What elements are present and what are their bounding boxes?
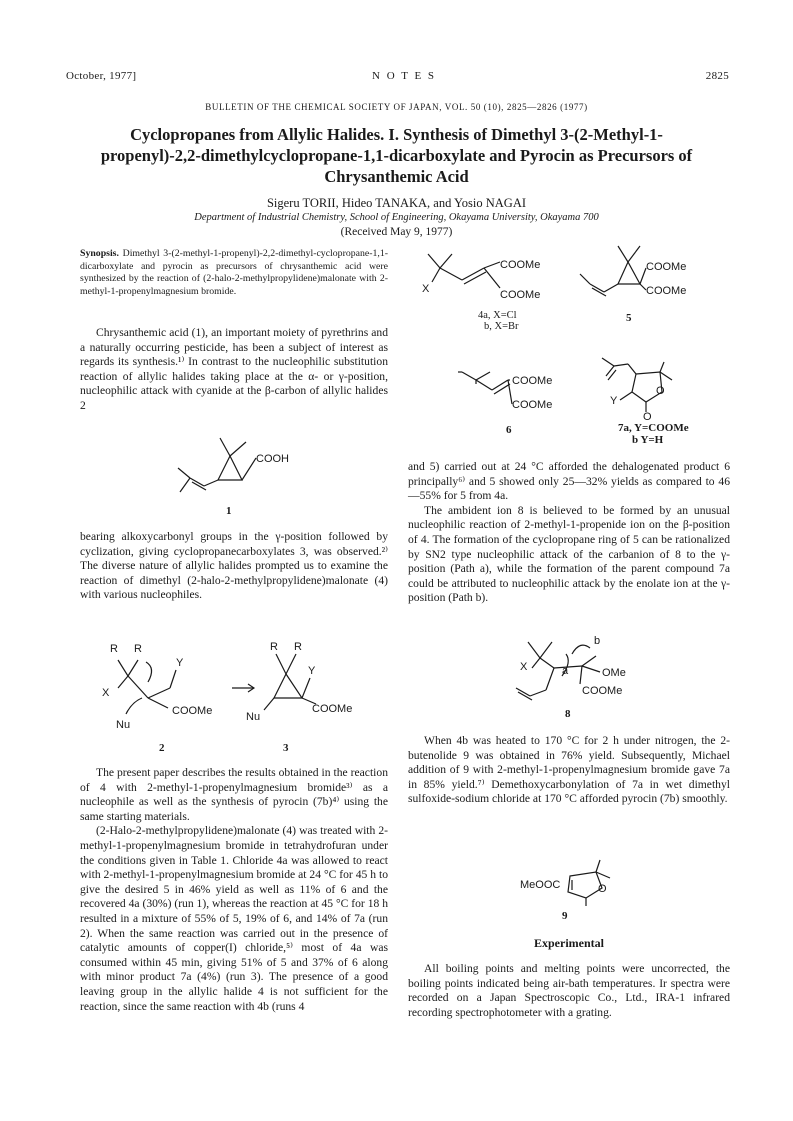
svg-text:R: R	[134, 643, 142, 655]
svg-text:O: O	[598, 883, 607, 895]
structure-4	[418, 246, 558, 306]
svg-text:COOMe: COOMe	[172, 705, 213, 717]
svg-text:X: X	[422, 283, 430, 295]
left-paragraph-1: Chrysanthemic acid (1), an important moiety of pyrethrins and a naturally occurring pesticide, has been a subject of interest as regards its synthesis.¹⁾ In contrast to the nucleophilic substitution reaction of allylic halides taking place at the α- or γ-position, nucleophilic attack with cyanide at the β-carbon of allylic halides 2	[80, 326, 388, 412]
journal-citation: BULLETIN OF THE CHEMICAL SOCIETY OF JAPAN, VOL. 50 (10), 2825—2826 (1977)	[205, 102, 588, 112]
structure-2-to-3	[96, 632, 356, 732]
affiliation: Department of Industrial Chemistry, School of Engineering, Okayama University, Okayama 700	[194, 212, 599, 223]
svg-text:Y: Y	[308, 665, 316, 677]
experimental-heading: Experimental	[534, 936, 604, 950]
svg-text:COOMe: COOMe	[312, 703, 353, 715]
right-paragraph-3: All boiling points and melting points were uncorrected, the boiling points indicated being air-bath temperatures. Ir spectra were recorded on a Japan Spectroscopic Co., Ltd., IRA-1 infrared recording spectrophotometer with a grating.	[408, 962, 730, 1019]
svg-text:X: X	[520, 661, 528, 673]
cooh-label: COOH	[256, 453, 289, 465]
structure-1-label: 1	[226, 505, 232, 517]
structure-8	[500, 632, 650, 718]
svg-text:COOMe: COOMe	[500, 259, 541, 271]
svg-text:MeOOC: MeOOC	[520, 879, 561, 891]
svg-text:R: R	[270, 641, 278, 653]
svg-text:COOMe: COOMe	[512, 375, 553, 387]
structure-9-label: 9	[562, 910, 568, 922]
synopsis	[80, 248, 388, 298]
svg-text:OMe: OMe	[602, 667, 626, 679]
svg-text:COOMe: COOMe	[646, 261, 687, 273]
structure-7	[592, 352, 692, 420]
structure-4-label: 4a, X=Cl b, X=Br	[478, 310, 519, 332]
svg-text:Nu: Nu	[116, 719, 131, 731]
page-number: 2825	[705, 70, 729, 82]
structure-1	[160, 428, 320, 520]
svg-text:b: b	[594, 635, 601, 647]
svg-text:X: X	[102, 687, 110, 699]
svg-text:COOMe: COOMe	[512, 399, 553, 411]
right-paragraph-2: When 4b was heated to 170 °C for 2 h under nitrogen, the 2-butenolide 9 was obtained in 76% yield. Subsequently, Michael addition of 9 with 2-methyl-1-propenylmagnesium bromide gave 7a in 85% yield.⁷⁾ Demethoxycarbonylation of 7a in wet dimethyl sulfoxide-sodium chloride at 170 °C afforded pyrocin (7b) smoothly.	[408, 734, 730, 806]
structure-5-label: 5	[626, 312, 632, 324]
svg-text:a: a	[562, 665, 569, 677]
svg-text:COOMe: COOMe	[582, 685, 623, 697]
article-title: Cyclopropanes from Allylic Halides. I. Synthesis of Dimethyl 3-(2-Methyl-1-propenyl)-2,2-dimethylcyclopropane-1,1-dicarboxylate and Pyrocin as Precursors of Chrysanthemic Acid	[100, 125, 693, 186]
structure-8-label: 8	[565, 708, 571, 720]
svg-text:R: R	[110, 643, 118, 655]
svg-text:COOMe: COOMe	[500, 289, 541, 301]
svg-text:O: O	[656, 385, 665, 397]
svg-text:O: O	[643, 411, 652, 420]
right-paragraph-1: and 5) carried out at 24 °C afforded the dehalogenated product 6 principally⁶⁾ and 5 showed only 25—32% yields as compared to 46—55% for 5 from 4a. The ambident ion 8 is believed to be formed by an unusual nucleophilic reaction of 2-methyl-1-propenide ion on the β-position of 4. The formation of the cyclopropane ring of 5 can be rationalized by SN2 type nucleophilic attack of the carbanion of 8 to the γ-position (Path a), while the formation of the parent compound 7a could be attributed to nucleophilic attack by the enolate ion at the γ-position (Path b).	[408, 460, 730, 605]
synopsis-text: Dimethyl 3-(2-methyl-1-propenyl)-2,2-dimethyl-cyclopropane-1,1-dicarboxylate and pyrocin as precursors of chrysanthemic acid were synthesized by the reaction of (2-halo-2-methylpropylidene)malonate with 2-methyl-1-propenylmagnesium bromide.	[80, 248, 388, 297]
structure-2-label: 2	[159, 742, 165, 754]
synopsis-label: Synopsis.	[80, 248, 119, 259]
structure-7-label: 7a, Y=COOMe b Y=H	[618, 422, 689, 446]
svg-text:Y: Y	[610, 395, 618, 407]
svg-text:Nu: Nu	[246, 711, 261, 723]
running-header-section: N O T E S	[372, 70, 437, 82]
svg-text:COOMe: COOMe	[646, 285, 687, 297]
received-date: (Received May 9, 1977)	[340, 226, 453, 238]
svg-text:Y: Y	[176, 657, 184, 669]
running-header-date: October, 1977]	[66, 70, 137, 82]
svg-text:R: R	[294, 641, 302, 653]
left-paragraph-3: The present paper describes the results obtained in the reaction of 4 with 2-methyl-1-propenylmagnesium bromide³⁾ as a nucleophile as well as the synthesis of pyrocin (7b)⁴⁾ using the same starting materials. (2-Halo-2-methylpropylidene)malonate (4) was treated with 2-methyl-1-propenylmagnesium bromide in tetrahydrofuran under the conditions given in Table 1. Chloride 4a was allowed to react with 2-methyl-1-propenylmagnesium bromide at 24 °C for 45 h to give the desired 5 in 46% yield as well as 11% of 6 and the recovered 4a (30%) (run 1), whereas the reaction at 45 °C for 18 h resulted in a mixture of 55% of 5, 19% of 6, and 14% of 7a (run 2). When the same reaction was carried out in the presence of catalytic amounts of copper(I) chloride,⁵⁾ most of 4a was consumed within 45 min, giving 51% of 5 and 37% of 6 along with minor product 7a (4%) (run 3). The presence of a good leaving group in the allylic halide 4 is not sufficient for the reaction, since the same reaction with 4b (runs 4	[80, 766, 388, 1013]
structure-6-label: 6	[506, 424, 512, 436]
structure-9	[520, 856, 640, 912]
structure-6	[456, 364, 576, 420]
structure-5	[578, 236, 718, 306]
authors: Sigeru TORII, Hideo TANAKA, and Yosio NAGAI	[266, 196, 527, 210]
left-paragraph-2: bearing alkoxycarbonyl groups in the γ-position followed by cyclization, giving cyclopropanecarboxylates 3, was observed.²⁾ The diverse nature of allylic halides prompted us to examine the reaction of dimethyl (2-halo-2-methylpropylidene)malonate (4) with various nucleophiles.	[80, 530, 388, 602]
structure-3-label: 3	[283, 742, 289, 754]
